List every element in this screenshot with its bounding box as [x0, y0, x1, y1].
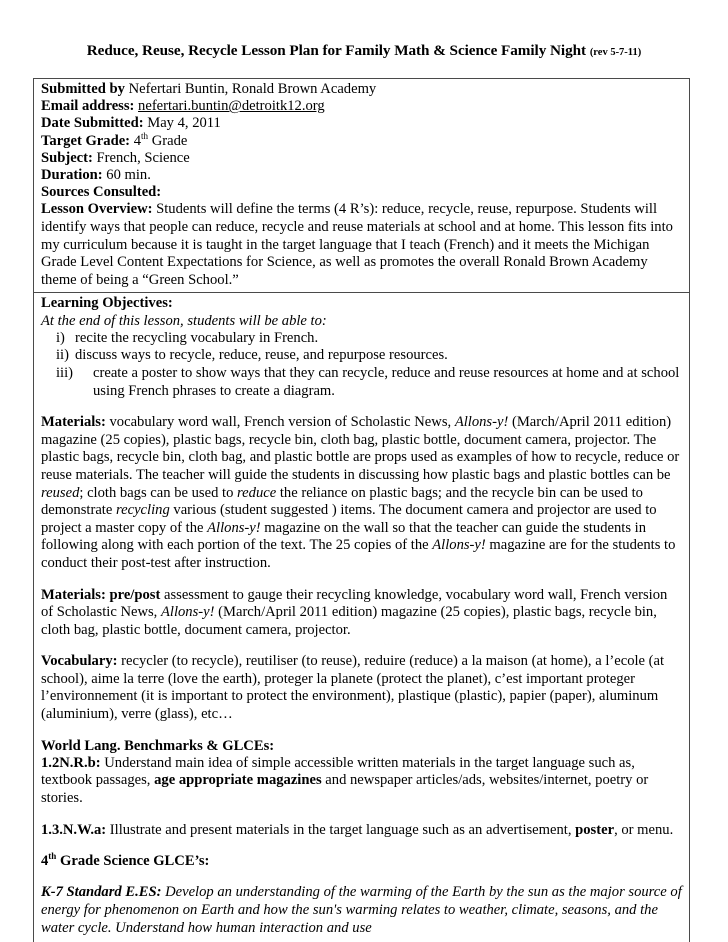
spacer — [41, 573, 683, 587]
spacer — [41, 870, 683, 884]
materials-primary-em-6: Allons-y! — [432, 537, 486, 554]
benchmark-1-strong: age appropriate magazines — [154, 772, 322, 789]
submitted-by-value: Nefertari Buntin, Ronald Brown Academy — [128, 81, 377, 97]
benchmark-2-seg-2: , or menu. — [614, 821, 674, 838]
materials-primary-em-2: reused — [41, 484, 80, 501]
benchmark-2-seg-1: Illustrate and present materials in the target language such as an advertisement, — [106, 821, 576, 838]
date-submitted-label: Date Submitted: — [41, 115, 144, 132]
materials-secondary-label: Materials: — [41, 586, 106, 603]
materials-primary-em-5: Allons-y! — [207, 519, 261, 536]
science-glce-heading — [41, 853, 683, 870]
lesson-overview-paragraph — [41, 201, 683, 289]
benchmark-2-strong: poster — [575, 821, 615, 838]
submitted-by-label: Submitted by — [41, 81, 125, 97]
lesson-overview-label: Lesson Overview: — [41, 201, 153, 218]
target-grade-rest: Grade — [151, 132, 188, 149]
sources-consulted-line — [41, 184, 683, 201]
target-grade-number: 4 — [133, 132, 141, 149]
materials-primary-label: Materials: — [41, 414, 106, 431]
materials-primary-seg-1: vocabulary word wall, French version of Scholastic News, — [109, 414, 455, 431]
benchmark-2-paragraph — [41, 822, 683, 840]
materials-primary-paragraph — [41, 414, 683, 572]
learning-objectives-stem: At the end of this lesson, students will be able to: — [41, 312, 327, 329]
benchmark-1-code: 1.2N.R.b: — [41, 754, 101, 771]
science-standard-text: Develop an understanding of the warming of the Earth by the sun as the major source of energy for phenomenon on Earth and how the sun's warming relates to weather, climate, seasons, and the water cycle. Understand how human interaction and use — [41, 884, 682, 936]
materials-primary-seg-5: various (student suggested ) items. The document camera and projector are used to project a master copy of the — [41, 502, 657, 536]
materials-primary-seg-6: magazine on the wall so that the teacher can guide the students in following along with each portion of the text. The 25 copies of the — [41, 519, 647, 554]
duration-label: Duration: — [41, 167, 103, 184]
sources-consulted-label: Sources Consulted: — [41, 184, 162, 201]
spacer — [41, 639, 683, 653]
materials-primary-seg-3: ; cloth bags can be used to — [79, 484, 238, 501]
list-item-text: recite the recycling vocabulary in French. — [75, 329, 319, 346]
benchmark-1-paragraph — [41, 755, 683, 808]
list-item — [41, 365, 683, 400]
page-title-revision: (rev 5-7-11) — [589, 47, 642, 58]
date-submitted-line — [41, 115, 683, 132]
science-standard-code: K-7 Standard E.ES: — [41, 884, 162, 901]
target-grade-label: Target Grade: — [41, 132, 131, 149]
spacer — [41, 839, 683, 853]
materials-primary-em-1: Allons-y! — [454, 414, 509, 431]
materials-secondary-seg-1: assessment to gauge their recycling knowledge, vocabulary word wall, French version of Scholastic News, — [41, 586, 668, 621]
subject-value: French, Science — [96, 149, 190, 166]
spacer — [41, 937, 683, 942]
spacer — [41, 724, 683, 738]
page-title-main: Reduce, Reuse, Recycle Lesson Plan for Family Math & Science Family Night — [86, 42, 587, 59]
materials-primary-seg-4: the reliance on plastic bags; and the recycle bin can be used to demonstrate — [41, 484, 643, 519]
lesson-body-row — [34, 293, 689, 942]
materials-secondary-strong-1: pre/post — [109, 586, 161, 603]
subject-line — [41, 150, 683, 167]
duration-line — [41, 167, 683, 184]
benchmarks-heading — [41, 738, 683, 755]
benchmark-2-code: 1.3.N.W.a: — [41, 821, 107, 838]
materials-secondary-paragraph — [41, 587, 683, 640]
page-title — [0, 0, 728, 60]
email-line — [41, 98, 683, 115]
lesson-overview-text: Students will define the terms (4 R’s): reduce, recycle, reuse, repurpose. Students will identify ways that people can reduce, recycle and reuse materials at school and at home. This lesson fits into my curriculum because it is taught in the target language that I teach (French) and it meets the Michigan Grade Level Content Expectations for Science, as well as promotes the overall Ronald Brown Academy theme of being a “Green School.” — [41, 201, 673, 288]
science-glce-heading-ordinal: th — [48, 851, 57, 862]
spacer — [41, 400, 683, 414]
learning-objectives-list — [41, 330, 683, 400]
materials-primary-em-3: reduce — [237, 484, 277, 501]
vocabulary-paragraph — [41, 653, 683, 723]
list-item-text: discuss ways to recycle, reduce, reuse, and repurpose resources. — [75, 347, 448, 364]
target-grade-line — [41, 130, 683, 150]
date-submitted-value: May 4, 2011 — [147, 115, 221, 132]
benchmark-1-seg-1: Understand main idea of simple accessible written materials in the target language such as, textbook passages, — [41, 754, 635, 789]
vocabulary-text: recycler (to recycle), reutiliser (to reuse), reduire (reduce) a la maison (at home), a l’ecole (at school), aime la terre (love the earth), proteger la planete (protect the planet), c’est important proteger l’environnement (it is important to protect the environment), plastique (plastic), papier (paper), aluminum (aluminium), verre (glass), etc… — [41, 653, 665, 723]
materials-primary-em-4: recycling — [115, 502, 170, 519]
duration-value: 60 min. — [106, 167, 151, 184]
spacer — [41, 808, 683, 822]
email-label: Email address: — [41, 98, 135, 115]
target-grade-ordinal: th — [140, 130, 149, 141]
subject-label: Subject: — [41, 149, 93, 166]
benchmarks-heading-text: World Lang. Benchmarks & GLCEs: — [41, 737, 275, 754]
header-info-row — [34, 79, 689, 293]
list-item-text: create a poster to show ways that they can recycle, reduce and reuse resources at home and at school using French phrases to create a diagram. — [93, 364, 680, 399]
materials-secondary-em-1: Allons-y! — [160, 604, 215, 621]
list-item — [41, 330, 683, 348]
science-glce-heading-rest: Grade Science GLCE’s: — [56, 853, 210, 870]
learning-objectives-heading-text: Learning Objectives: — [41, 295, 173, 312]
list-item — [41, 347, 683, 365]
lesson-plan-table — [33, 78, 690, 942]
science-glce-heading-number: 4 — [41, 853, 49, 870]
vocabulary-label: Vocabulary: — [41, 653, 118, 670]
materials-primary-seg-2: (March/April 2011 edition) magazine (25 copies), plastic bags, recycle bin, cloth bag, plastic bottle, document camera, projector. The plastic bags, recycle bin, cloth bag, and plastic bottle are props used as examples of how to recycle, reduce or reuse materials. The teacher will guide the students in discussing how plastic bags and plastic bottles can be — [41, 414, 680, 483]
submitted-by-line — [41, 81, 683, 98]
learning-objectives-heading — [41, 295, 683, 312]
list-item-marker: ii) — [56, 347, 69, 364]
science-standard-paragraph — [41, 884, 683, 937]
email-link[interactable]: nefertari.buntin@detroitk12.org — [138, 98, 325, 115]
materials-secondary-seg-2: (March/April 2011 edition) magazine (25 copies), plastic bags, recycle bin, cloth bag, plastic bottle, document camera, projector. — [41, 604, 657, 638]
benchmark-1-seg-2: and newspaper articles/ads, websites/internet, poetry or stories. — [41, 772, 649, 807]
list-item-marker: iii) — [56, 364, 74, 381]
materials-primary-seg-7: magazine are for the students to conduct their post-test after instruction. — [41, 537, 676, 571]
list-item-marker: i) — [56, 329, 65, 346]
